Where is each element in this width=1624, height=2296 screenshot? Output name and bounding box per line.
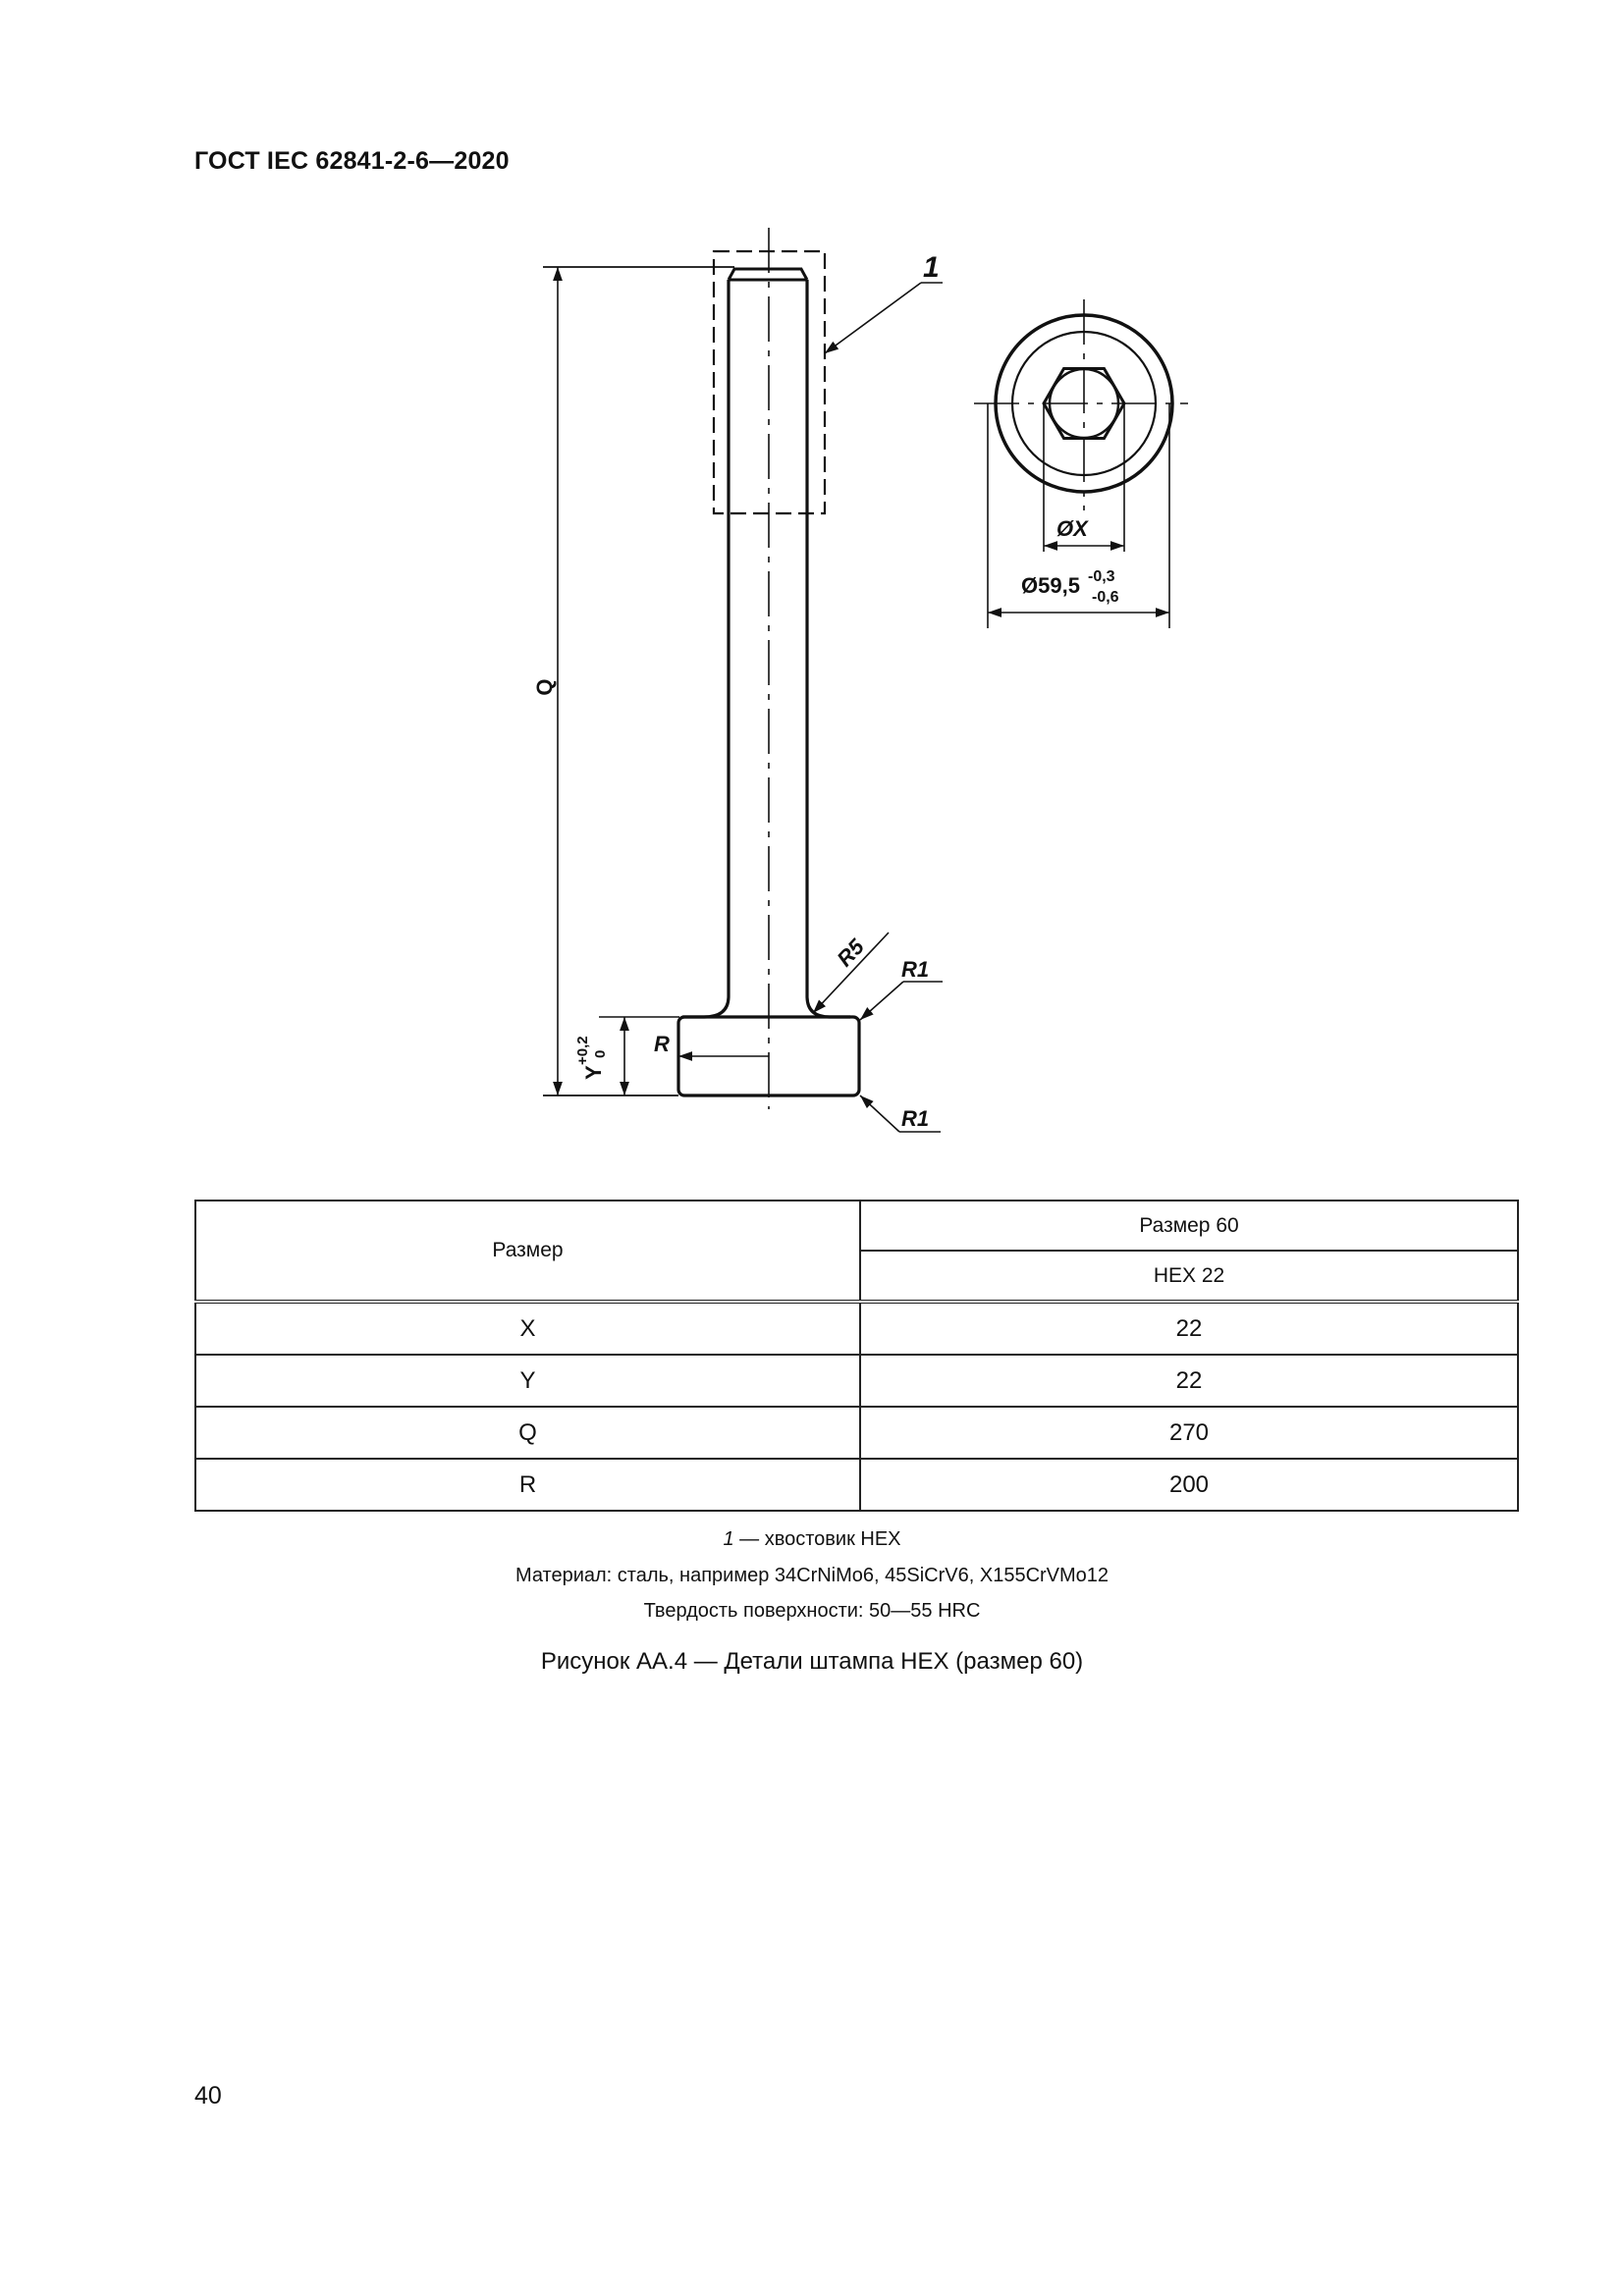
row-value: 270 bbox=[860, 1407, 1518, 1459]
legend-item-number: 1 bbox=[723, 1528, 734, 1550]
legend-item-text: — хвостовик HEX bbox=[733, 1528, 901, 1550]
dia-outer-tol-lower: -0,6 bbox=[1092, 589, 1119, 606]
item-1-label: 1 bbox=[923, 251, 940, 284]
legend-item-1 bbox=[0, 1525, 1624, 1553]
dim-q-label: Q bbox=[532, 678, 557, 696]
row-name: Y bbox=[195, 1355, 860, 1407]
dimensions-table bbox=[194, 1200, 1519, 1512]
row-name: Q bbox=[195, 1407, 860, 1459]
table-row bbox=[195, 1302, 1518, 1355]
dim-y-group bbox=[574, 1036, 609, 1080]
table-row bbox=[195, 1355, 1518, 1407]
r1-top-label: R1 bbox=[901, 957, 930, 982]
page-number: 40 bbox=[194, 2082, 222, 2109]
dia-x-label: ØX bbox=[1056, 516, 1088, 541]
dimension-y bbox=[599, 1017, 679, 1095]
dim-y-tol-lower: 0 bbox=[592, 1049, 609, 1058]
header-size-60: Размер 60 bbox=[860, 1201, 1518, 1251]
header-size: Размер bbox=[195, 1201, 860, 1302]
row-name: R bbox=[195, 1459, 860, 1511]
dim-y-tol-upper: +0,2 bbox=[574, 1036, 591, 1065]
r5-label: R5 bbox=[832, 934, 869, 972]
document-header: ГОСТ IEC 62841-2-6—2020 bbox=[194, 147, 510, 175]
legend-material: Материал: сталь, например 34CrNiMo6, 45SiCrV6, X155CrVMo12 bbox=[514, 1565, 1110, 1586]
table-header-row bbox=[195, 1201, 1518, 1251]
dim-r-label: R bbox=[654, 1032, 670, 1056]
header-hex-22: HEX 22 bbox=[860, 1251, 1518, 1302]
punch-end-view bbox=[974, 299, 1188, 510]
item-1-leader bbox=[825, 283, 943, 353]
figure-caption: Рисунок АА.4 — Детали штампа HEX (размер 60) bbox=[540, 1648, 1084, 1675]
dia-outer-tol-upper: -0,3 bbox=[1088, 568, 1115, 585]
row-value: 22 bbox=[860, 1355, 1518, 1407]
dia-outer-label: Ø59,5 bbox=[1021, 573, 1080, 598]
table-row bbox=[195, 1407, 1518, 1459]
punch-side-view bbox=[678, 228, 859, 1109]
dimension-q bbox=[543, 267, 734, 1095]
r1-bottom-label: R1 bbox=[901, 1106, 930, 1131]
shaft-top bbox=[729, 269, 807, 280]
row-name: X bbox=[195, 1302, 860, 1355]
r1-top-leader bbox=[860, 982, 943, 1020]
dim-y-label: Y bbox=[581, 1065, 606, 1080]
table-row bbox=[195, 1459, 1518, 1511]
row-value: 200 bbox=[860, 1459, 1518, 1511]
row-value: 22 bbox=[860, 1302, 1518, 1355]
legend-hardness: Твердость поверхности: 50—55 HRC bbox=[643, 1600, 981, 1622]
